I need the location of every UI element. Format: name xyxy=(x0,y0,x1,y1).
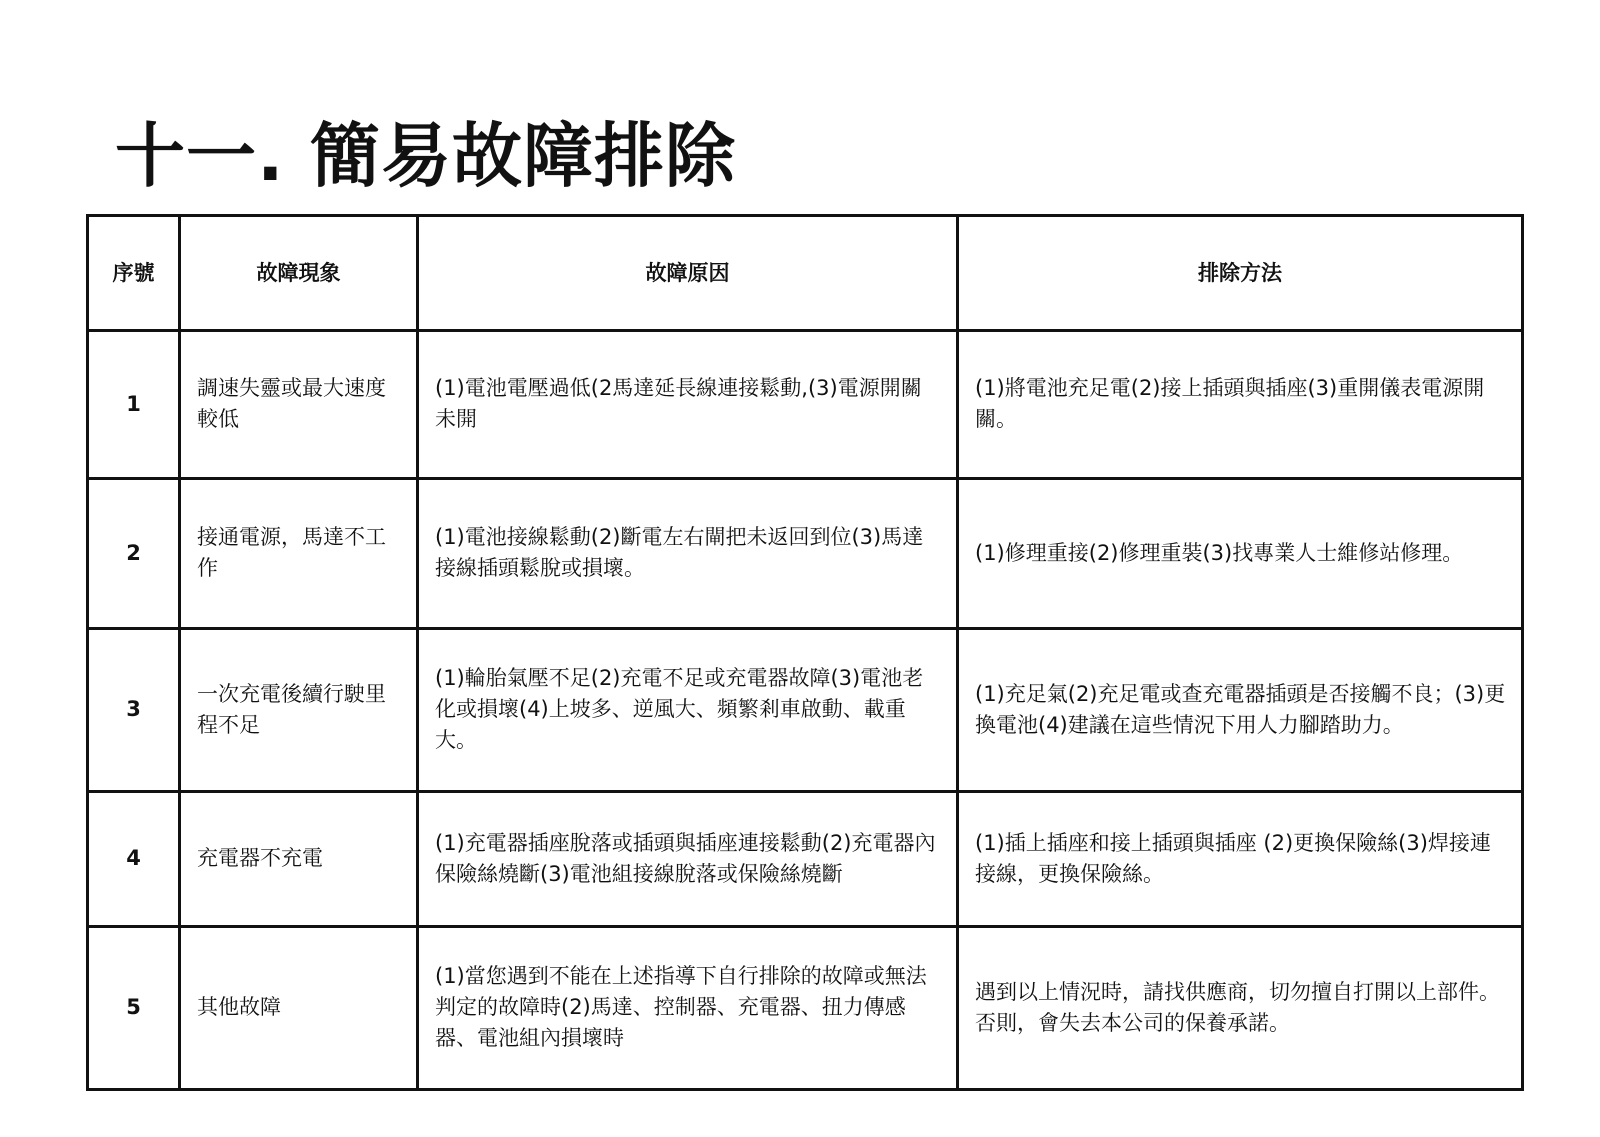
row-cause: (1)充電器插座脫落或插頭與插座連接鬆動(2)充電器內保險絲燒斷(3)電池組接線脫落或保險絲燒斷 xyxy=(418,792,958,927)
header-solution: 排除方法 xyxy=(958,216,1523,331)
table-row xyxy=(88,628,1523,791)
header-index: 序號 xyxy=(88,216,180,331)
row-cause: (1)當您遇到不能在上述指導下自行排除的故障或無法判定的故障時(2)馬達、控制器、充電器、扭力傳感器、電池組內損壞時 xyxy=(418,926,958,1089)
row-symptom: 其他故障 xyxy=(180,926,418,1089)
row-index: 4 xyxy=(88,792,180,927)
table-row xyxy=(88,478,1523,628)
row-index: 1 xyxy=(88,331,180,479)
row-symptom: 充電器不充電 xyxy=(180,792,418,927)
table-row xyxy=(88,331,1523,479)
row-symptom: 接通電源，馬達不工作 xyxy=(180,478,418,628)
table-header xyxy=(88,216,1523,331)
row-solution: (1)充足氣(2)充足電或查充電器插頭是否接觸不良；(3)更換電池(4)建議在這些情況下用人力腳踏助力。 xyxy=(958,628,1523,791)
row-solution: (1)修理重接(2)修理重裝(3)找專業人士維修站修理。 xyxy=(958,478,1523,628)
table-row xyxy=(88,926,1523,1089)
row-solution: (1)插上插座和接上插頭與插座 (2)更換保險絲(3)焊接連接線，更換保險絲。 xyxy=(958,792,1523,927)
row-cause: (1)輪胎氣壓不足(2)充電不足或充電器故障(3)電池老化或損壞(4)上坡多、逆風大、頻繁剎車啟動、載重大。 xyxy=(418,628,958,791)
row-index: 3 xyxy=(88,628,180,791)
table-body xyxy=(88,331,1523,1090)
row-solution: (1)將電池充足電(2)接上插頭與插座(3)重開儀表電源開關。 xyxy=(958,331,1523,479)
row-cause: (1)電池電壓過低(2馬達延長線連接鬆動,(3)電源開關未開 xyxy=(418,331,958,479)
troubleshooting-table xyxy=(86,214,1524,1091)
header-row xyxy=(88,216,1523,331)
page-title: 十一. 簡易故障排除 xyxy=(115,115,736,197)
header-symptom: 故障現象 xyxy=(180,216,418,331)
row-index: 2 xyxy=(88,478,180,628)
table-row xyxy=(88,792,1523,927)
row-index: 5 xyxy=(88,926,180,1089)
header-cause: 故障原因 xyxy=(418,216,958,331)
row-symptom: 一次充電後續行駛里程不足 xyxy=(180,628,418,791)
row-solution: 遇到以上情況時，請找供應商，切勿擅自打開以上部件。否則，會失去本公司的保養承諾。 xyxy=(958,926,1523,1089)
row-cause: (1)電池接線鬆動(2)斷電左右閘把未返回到位(3)馬達接線插頭鬆脫或損壞。 xyxy=(418,478,958,628)
row-symptom: 調速失靈或最大速度較低 xyxy=(180,331,418,479)
